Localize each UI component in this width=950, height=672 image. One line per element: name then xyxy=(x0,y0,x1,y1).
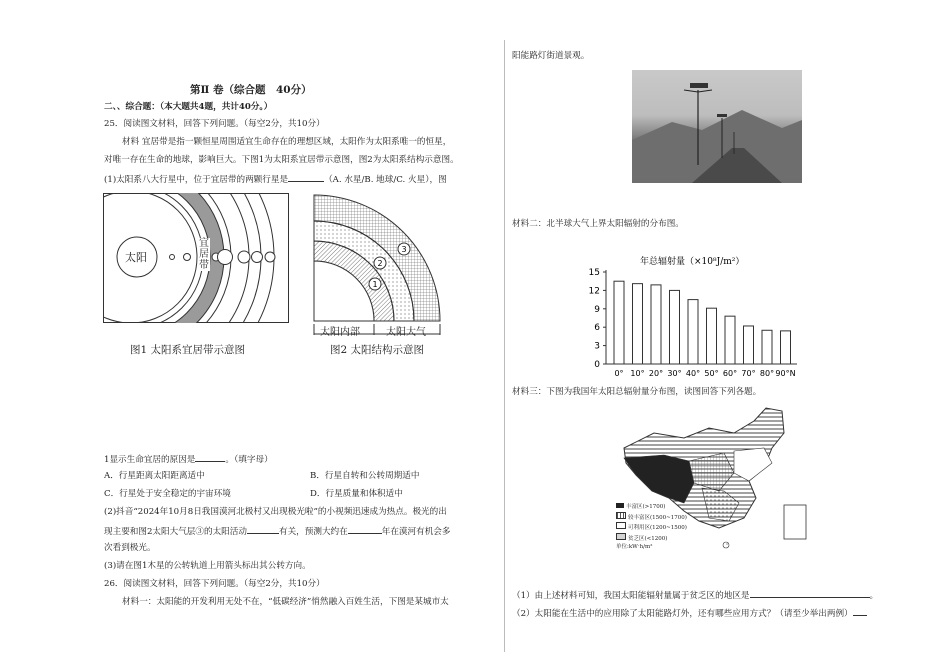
option-a: A．行星距离太阳距离适中 xyxy=(104,471,205,481)
bar xyxy=(707,308,717,364)
planet-venus xyxy=(184,254,191,261)
q26-2-text: （2）太阳能在生活中的应用除了太阳能路灯外，还有哪些应用方式？（请至少举出两例） xyxy=(512,609,853,619)
legend-usable: 可利用区(1200~1500) xyxy=(616,522,687,533)
legend-rich: 丰富区(>1700) xyxy=(616,503,687,512)
bar xyxy=(633,284,643,364)
q25-reason-answer-blank[interactable] xyxy=(195,452,225,462)
y-tick-label: 3 xyxy=(594,341,600,352)
chart-title: 年总辐射量（×10⁸J/m²） xyxy=(640,257,745,267)
label-3-text: 3 xyxy=(401,245,407,254)
legend-fairly-rich: 较丰富区(1500~1700) xyxy=(616,512,687,523)
q25-2-blank-year[interactable] xyxy=(348,524,382,534)
q25-2-line2 xyxy=(104,524,451,538)
q25-reason-hint: 。（填字母） xyxy=(225,455,273,465)
q25-3: (3)请在图1木星的公转轨道上用箭头标出其公转方向。 xyxy=(104,561,311,571)
planet-mars xyxy=(218,250,233,265)
x-tick-label: 10° xyxy=(630,369,645,378)
q26-material-1: 材料一：太阳能的开发利用无处不在，“低碳经济”悄然融入百姓生活，下图是某城市太 xyxy=(122,597,449,607)
q25-2-line3: 次看到极光。 xyxy=(104,543,156,553)
radiation-bar-chart xyxy=(580,252,830,382)
x-tick-label: 90°N xyxy=(775,369,796,378)
hainan-island xyxy=(723,542,729,548)
q25-material-line2: 对唯一存在生命的地球，影响巨大。下图1为太阳系宜居带示意图，图2为太阳系结构示意图。 xyxy=(104,155,459,165)
option-c: C．行星处于安全稳定的宇宙环境 xyxy=(104,489,231,499)
bar xyxy=(688,300,698,364)
option-d: D．行星质量和体积适中 xyxy=(310,489,403,499)
q26-1-answer-blank[interactable] xyxy=(750,588,870,598)
option-b: B．行星自转和公转周期适中 xyxy=(310,471,420,481)
label-1-text: 1 xyxy=(372,280,378,289)
planet-jupiter xyxy=(238,251,250,263)
bar xyxy=(670,290,680,364)
label-2-text: 2 xyxy=(377,259,383,268)
q26-2-answer-blank[interactable] xyxy=(853,606,867,616)
x-tick-label: 70° xyxy=(741,369,756,378)
q25-2-blank-activity[interactable] xyxy=(247,524,279,534)
x-tick-label: 30° xyxy=(667,369,682,378)
legend-unit: 单位:kW·h/m² xyxy=(616,544,653,550)
planet-saturn xyxy=(252,252,263,263)
x-tick-label: 60° xyxy=(722,369,738,378)
y-tick-label: 6 xyxy=(594,323,600,334)
column-divider xyxy=(504,40,505,652)
x-tick-label: 20° xyxy=(648,369,664,378)
q25-1-answer-blank[interactable] xyxy=(288,172,324,182)
map-legend xyxy=(616,503,687,552)
fig1-sun-label: 太阳 xyxy=(125,251,147,264)
x-tick-label: 40° xyxy=(685,369,701,378)
q25-1-options: （A. 水星/B. 地球/C. 火星），图 xyxy=(324,175,447,185)
planet-mercury xyxy=(170,255,175,260)
x-tick-label: 80° xyxy=(759,369,775,378)
bar xyxy=(762,330,772,364)
q25-material-line1: 材料 宜居带是指一颗恒星周围适宜生命存在的理想区域，太阳作为太阳系唯一的恒星， xyxy=(122,137,452,147)
q25-reason-line xyxy=(104,452,273,466)
q25-2-text-c: 年在漠河有机会多 xyxy=(381,527,451,537)
q25-2-text-a: 现主要和图2太阳大气层③的太阳活动 xyxy=(104,527,247,537)
fig2-inner-label: 太阳内部 xyxy=(320,327,360,338)
q25-reason-text: 1显示生命宜居的原因是 xyxy=(104,455,196,465)
m1-continued: 阳能路灯街道景观。 xyxy=(512,51,590,61)
q25-2-text-b: 有关，预测大约在 xyxy=(278,527,348,537)
y-tick-label: 0 xyxy=(594,360,600,370)
material-2: 材料二：北半球大气上界太阳辐射的分布图。 xyxy=(512,219,684,229)
y-tick-label: 15 xyxy=(588,268,600,278)
bar xyxy=(744,326,754,364)
q25-intro: 25．阅读图文材料，回答下列问题。（每空2分，共10分） xyxy=(104,119,325,129)
legend-poor: 贫乏区(<1200) xyxy=(616,533,687,544)
q26-1-text: （1）由上述材料可知，我国太阳能辐射量属于贫乏区的地区是 xyxy=(512,591,750,601)
figure-2-sun-structure xyxy=(312,193,454,336)
section-heading: 二、、综合题：（本大题共4题，共计40分。） xyxy=(104,102,273,112)
fig2-atmos-label: 太阳大气 xyxy=(386,327,426,338)
q25-1-text: (1)太阳系八大行星中，位于宜居带的两颗行星是 xyxy=(104,175,289,185)
x-tick-label: 0° xyxy=(614,369,624,378)
south-china-sea-inset xyxy=(784,505,806,539)
x-tick-label: 50° xyxy=(704,369,719,378)
usable-region xyxy=(734,448,772,481)
solar-streetlight-photo xyxy=(632,70,802,183)
bar xyxy=(614,281,624,364)
bar xyxy=(781,331,791,364)
q26-2-line xyxy=(512,606,867,620)
fig2-caption: 图2 太阳结构示意图 xyxy=(330,344,425,356)
bar xyxy=(725,316,735,364)
y-tick-label: 9 xyxy=(594,304,600,315)
rich-region xyxy=(624,455,694,503)
q25-1-line xyxy=(104,172,447,186)
fig1-caption: 图1 太阳系宜居带示意图 xyxy=(130,344,246,356)
q25-2-line1: (2)抖音“2024年10月8日我国漠河北极村又出现极光啦”的小视频迅速成为热点。极光的出 xyxy=(104,507,447,517)
q26-intro: 26．阅读图文材料，回答下列问题。（每空2分，共10分） xyxy=(104,579,325,589)
q26-1-line: （1）由上述材料可知，我国太阳能辐射量属于贫乏区的地区是 。 xyxy=(512,588,878,602)
section-title: 第Ⅱ 卷（综合题 40分） xyxy=(190,84,312,96)
bar xyxy=(651,285,661,364)
material-3: 材料三：下图为我国年太阳总辐射量分布图，读图回答下列各题。 xyxy=(512,387,762,397)
y-tick-label: 12 xyxy=(588,286,600,297)
fig1-zone-label: 宜居带 xyxy=(199,238,209,271)
planet-uranus xyxy=(265,252,275,262)
